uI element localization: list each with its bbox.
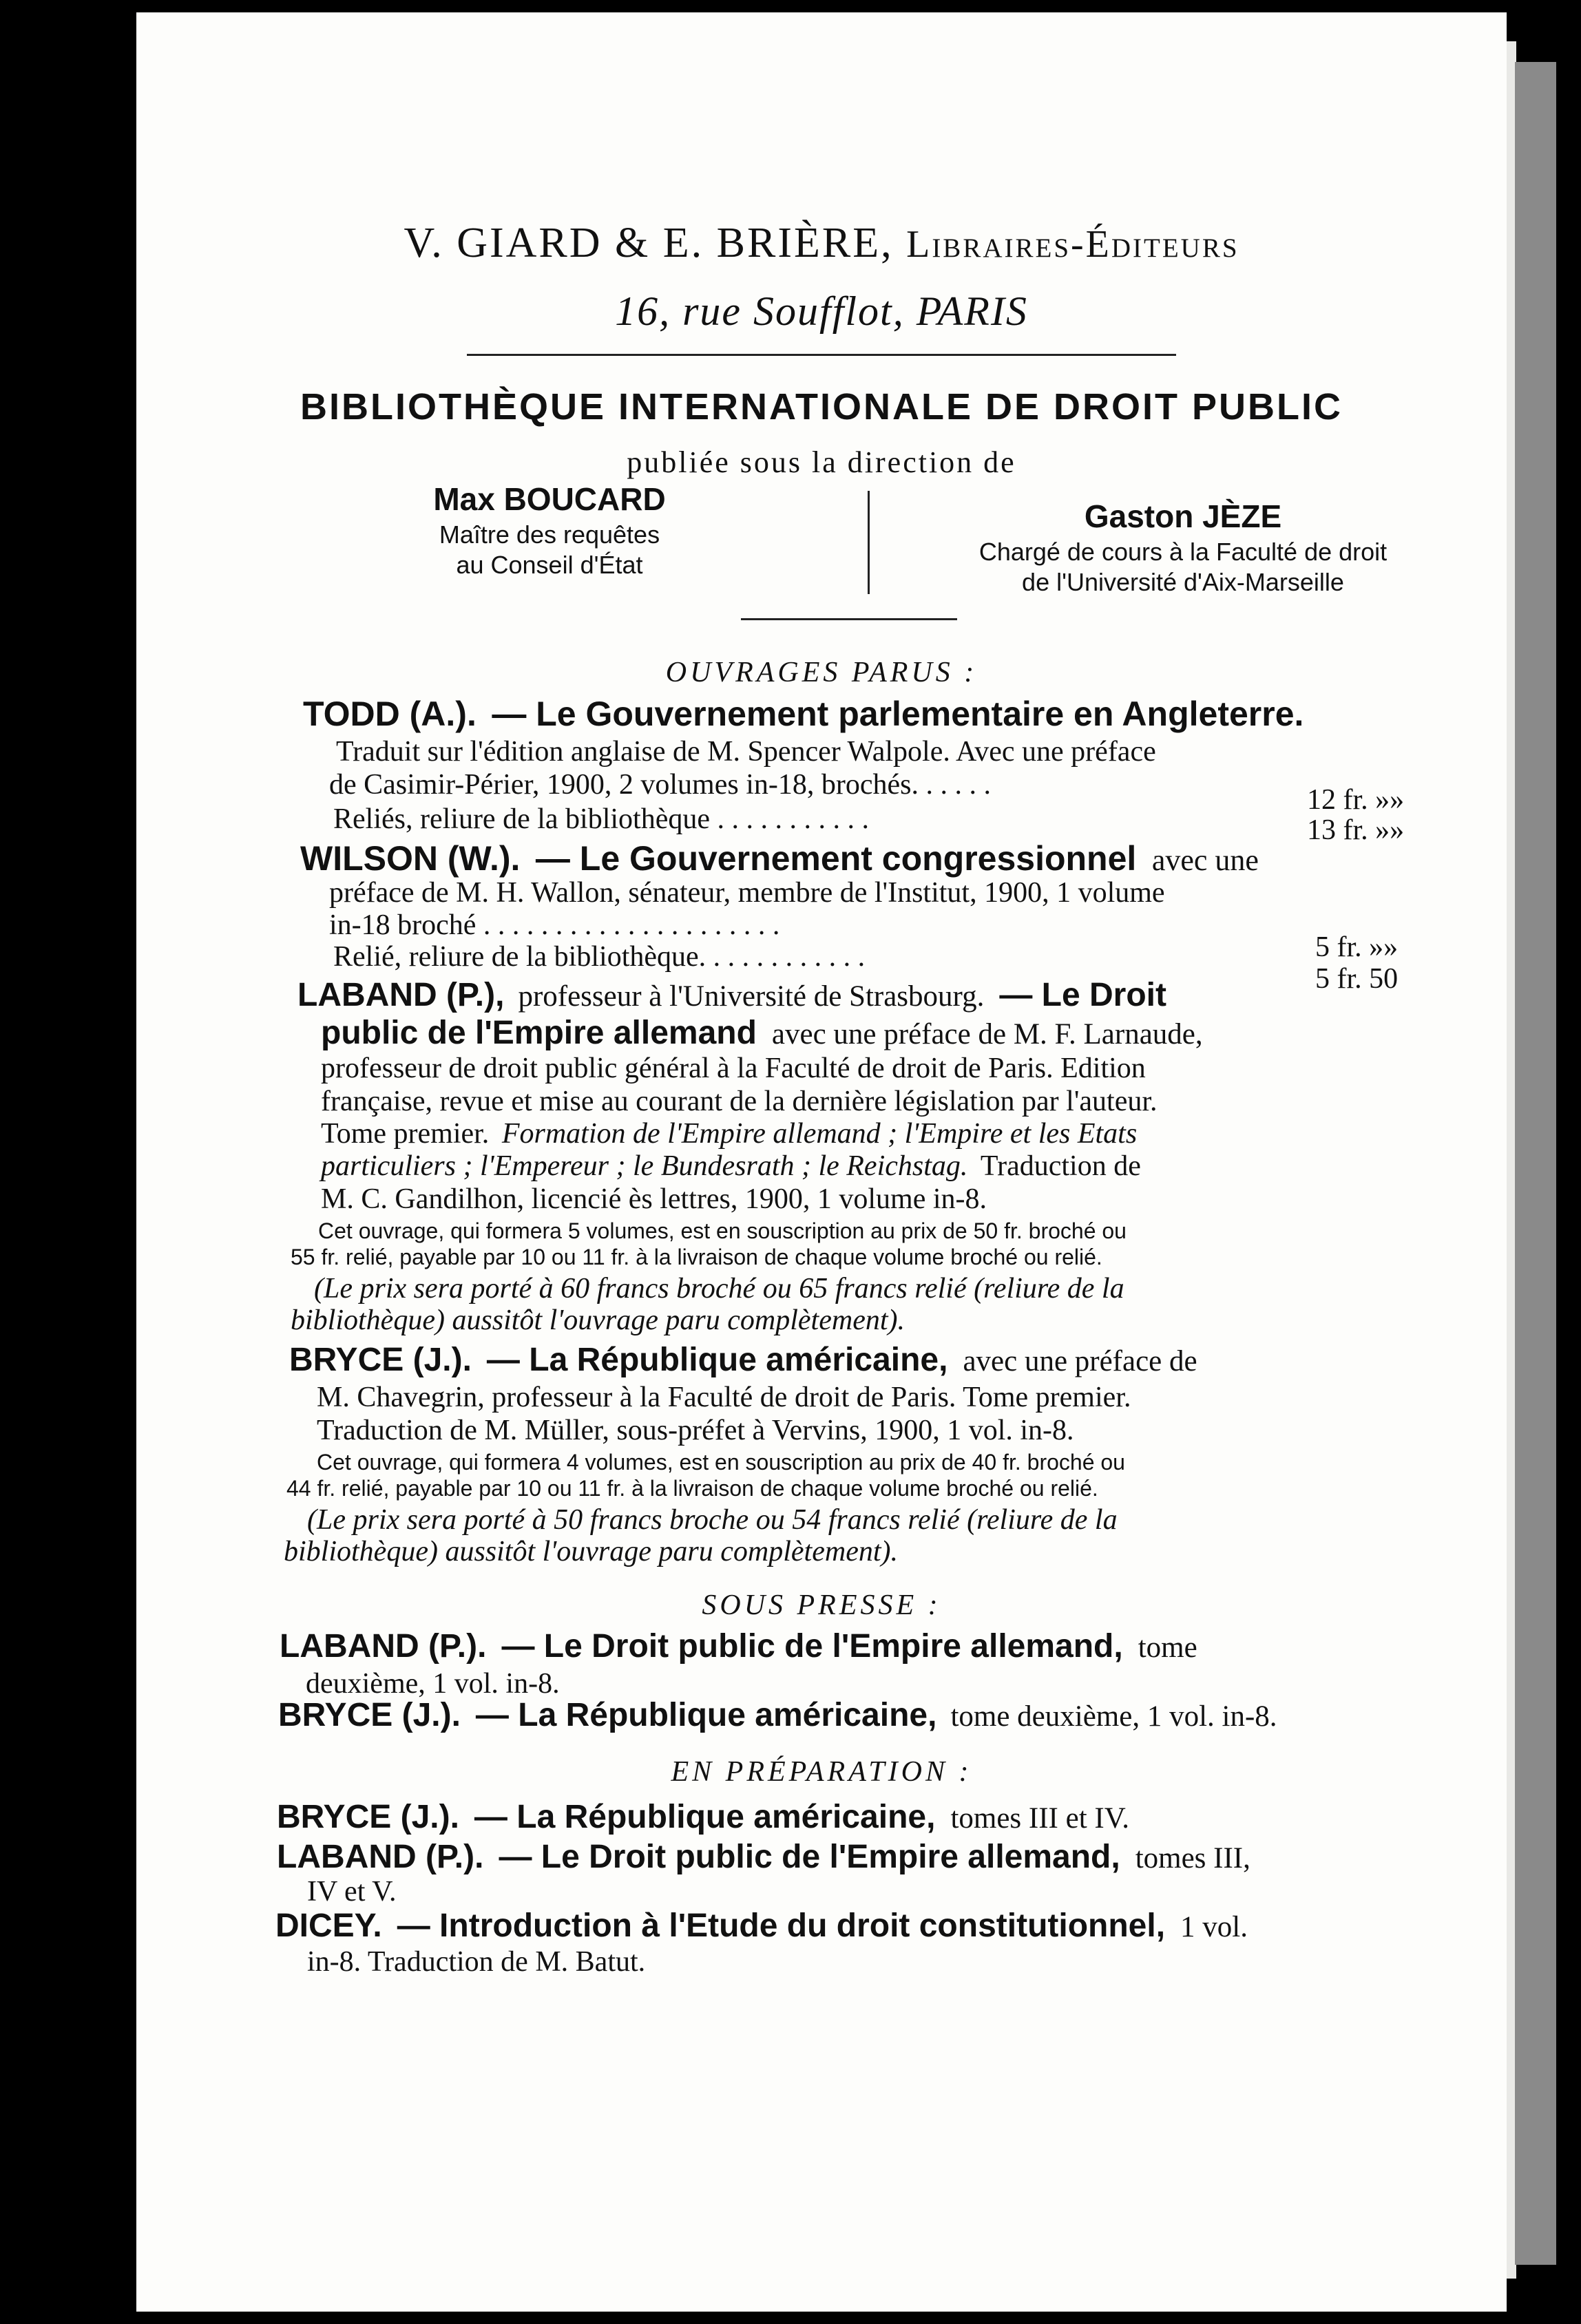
- entry-bryce-2-title: — La République américaine,: [475, 1697, 937, 1733]
- header-divider: [467, 354, 1176, 356]
- entry-dicey-author: DICEY.: [275, 1908, 382, 1944]
- entry-wilson-author: WILSON (W.).: [300, 839, 521, 878]
- entry-bryce-3-title: — La République américaine,: [474, 1799, 936, 1835]
- entry-laband-1-line-1: [321, 1014, 1203, 1052]
- entry-wilson-title: — Le Gouvernement congressionnel: [535, 839, 1137, 878]
- editor-left-role-2: au Conseil d'État: [456, 551, 643, 579]
- book-page: [136, 12, 1507, 2312]
- entry-bryce-2-author: BRYCE (J.).: [278, 1697, 461, 1733]
- entry-laband-3-title: — Le Droit public de l'Empire allemand,: [499, 1839, 1120, 1875]
- entry-bryce-1-line-1: M. Chavegrin, professeur à la Faculté de droit de Paris. Tome premier.: [317, 1382, 1131, 1413]
- entry-wilson-price-1: 5 fr. »»: [1315, 931, 1399, 963]
- entry-bryce-1-note-4: bibliothèque) aussitôt l'ouvrage paru complètement).: [284, 1536, 898, 1567]
- section-in-preparation: EN PRÉPARATION :: [671, 1756, 972, 1788]
- entry-dicey-title: — Introduction à l'Etude du droit constitutionnel,: [397, 1908, 1166, 1944]
- entry-laband-1-line-1-tail: avec une préface de M. F. Larnaude,: [771, 1018, 1203, 1050]
- entry-laband-1-heading: [297, 976, 1166, 1014]
- entry-wilson-line-3: Relié, reliure de la bibliothèque. . . . . . . . . . . .: [333, 941, 866, 973]
- editor-left-name: Max BOUCARD: [433, 481, 666, 517]
- entry-todd-heading: [303, 694, 1303, 734]
- entry-todd-price-1: 12 fr. »»: [1307, 784, 1405, 816]
- series-divider: [741, 618, 957, 620]
- series-title: BIBLIOTHÈQUE INTERNATIONALE DE DROIT PUBLIC: [300, 386, 1343, 427]
- entry-dicey-heading: [275, 1907, 1248, 1945]
- editor-right-role-2: de l'Université d'Aix-Marseille: [1022, 568, 1344, 596]
- entry-wilson-line-1: préface de M. H. Wallon, sénateur, membre de l'Institut, 1900, 1 volume: [329, 877, 1165, 909]
- entry-bryce-3-tail: tomes III et IV.: [950, 1802, 1129, 1835]
- entry-todd-author: TODD (A.).: [303, 695, 477, 733]
- entry-todd-line-2: de Casimir-Périer, 1900, 2 volumes in-18, brochés. . . . . .: [329, 769, 991, 801]
- entry-laband-1-title-b: public de l'Empire allemand: [321, 1015, 757, 1051]
- entry-laband-1-note-2: 55 fr. relié, payable par 10 ou 11 fr. à la livraison de chaque volume broché ou relié.: [291, 1245, 1102, 1269]
- editor-separator: [868, 491, 870, 594]
- entry-laband-1-line-4b: Formation de l'Empire allemand ; l'Empire et les Etats: [501, 1118, 1138, 1150]
- entry-laband-1-note-1: Cet ouvrage, qui formera 5 volumes, est en souscription au prix de 50 fr. broché ou: [318, 1218, 1127, 1243]
- entry-dicey-tail: 1 vol.: [1180, 1911, 1248, 1943]
- entry-laband-1-author: LABAND (P.),: [297, 977, 505, 1013]
- series-subtitle: publiée sous la direction de: [627, 445, 1016, 479]
- entry-wilson-heading: [300, 838, 1259, 878]
- entry-todd-price-2: 13 fr. »»: [1307, 814, 1405, 846]
- entry-bryce-1-line-2: Traduction de M. Müller, sous-préfet à Vervins, 1900, 1 vol. in-8.: [317, 1415, 1074, 1446]
- entry-wilson-price-2: 5 fr. 50: [1315, 963, 1399, 995]
- entry-laband-1-line-5a: particuliers ; l'Empereur ; le Bundesrath ; le Reichstag.: [321, 1150, 968, 1182]
- entry-laband-1-note-4: bibliothèque) aussitôt l'ouvrage paru complètement).: [291, 1304, 905, 1336]
- entry-laband-1-line-5b: Traduction de: [980, 1150, 1141, 1182]
- editor-right-role-1: Chargé de cours à la Faculté de droit: [978, 538, 1388, 566]
- entry-laband-1-text: professeur à l'Université de Strasbourg.: [518, 980, 985, 1013]
- entry-bryce-2-heading: [278, 1696, 1277, 1734]
- entry-laband-1-line-6: M. C. Gandilhon, licencié ès lettres, 1900, 1 volume in-8.: [321, 1183, 987, 1215]
- entry-bryce-1-note-1: Cet ouvrage, qui formera 4 volumes, est en souscription au prix de 40 fr. broché ou: [317, 1450, 1125, 1475]
- editor-left-role-1: Maître des requêtes: [439, 520, 660, 549]
- publisher-address: 16, rue Soufflot, PARIS: [615, 288, 1028, 334]
- editor-left: [364, 480, 735, 580]
- entry-laband-1-title-a: — Le Droit: [999, 977, 1166, 1013]
- entry-bryce-1-note-3: (Le prix sera porté à 50 francs broche ou 54 francs relié (reliure de la: [307, 1504, 1118, 1536]
- entry-bryce-2-tail: tome deuxième, 1 vol. in-8.: [950, 1700, 1277, 1733]
- entry-bryce-1-author: BRYCE (J.).: [289, 1342, 472, 1378]
- publisher-line: [136, 219, 1507, 268]
- entry-laband-1-note-3: (Le prix sera porté à 60 francs broché ou 65 francs relié (reliure de la: [314, 1273, 1124, 1304]
- entry-laband-3-author: LABAND (P.).: [277, 1839, 484, 1875]
- entry-laband-2-title: — Le Droit public de l'Empire allemand,: [501, 1628, 1123, 1665]
- section-published: OUVRAGES PARUS :: [665, 657, 978, 688]
- entry-laband-3-tail: tomes III,: [1135, 1842, 1250, 1874]
- entry-bryce-1-title: — La République américaine,: [486, 1342, 948, 1378]
- book-spine-edge: [1515, 62, 1556, 2265]
- entry-laband-1-line-2: professeur de droit public général à la Faculté de droit de Paris. Edition: [321, 1053, 1146, 1084]
- entry-bryce-3-heading: [277, 1798, 1129, 1836]
- entry-laband-1-line-3: française, revue et mise au courant de la dernière législation par l'auteur.: [321, 1086, 1158, 1117]
- publisher-role: Libraires-Éditeurs: [906, 223, 1239, 266]
- editor-right-name: Gaston JÈZE: [1084, 498, 1282, 534]
- publisher-name: V. GIARD & E. BRIÈRE,: [404, 220, 894, 266]
- entry-laband-2-author: LABAND (P.).: [280, 1628, 487, 1665]
- entry-laband-1-line-4a: Tome premier.: [321, 1118, 490, 1150]
- entry-laband-1-line-4: [321, 1117, 1137, 1150]
- entry-laband-2-line-1: deuxième, 1 vol. in-8.: [306, 1668, 560, 1700]
- entry-laband-3-line-1: IV et V.: [307, 1876, 397, 1908]
- entry-wilson-line-2: in-18 broché . . . . . . . . . . . . . . . . . . . . .: [329, 909, 780, 941]
- entry-bryce-1-heading: [289, 1341, 1197, 1379]
- entry-laband-2-tail: tome: [1138, 1631, 1197, 1664]
- entry-laband-3-heading: [277, 1838, 1250, 1876]
- editor-right: [894, 498, 1472, 597]
- entry-laband-1-line-5: [321, 1150, 1141, 1183]
- entry-laband-2-heading: [280, 1627, 1197, 1665]
- entry-wilson-title-tail: avec une: [1151, 843, 1259, 877]
- entry-todd-title: — Le Gouvernement parlementaire en Angleterre.: [492, 695, 1304, 733]
- entry-bryce-1-title-tail: avec une préface de: [963, 1345, 1197, 1377]
- entry-dicey-line-1: in-8. Traduction de M. Batut.: [307, 1946, 646, 1978]
- entry-todd-line-1: Traduit sur l'édition anglaise de M. Spencer Walpole. Avec une préface: [336, 736, 1156, 768]
- entry-todd-line-3: Reliés, reliure de la bibliothèque . . . . . . . . . . .: [333, 803, 869, 835]
- section-in-press: SOUS PRESSE :: [702, 1589, 941, 1621]
- entry-bryce-3-author: BRYCE (J.).: [277, 1799, 459, 1835]
- entry-bryce-1-note-2: 44 fr. relié, payable par 10 ou 11 fr. à la livraison de chaque volume broché ou relié.: [286, 1476, 1098, 1501]
